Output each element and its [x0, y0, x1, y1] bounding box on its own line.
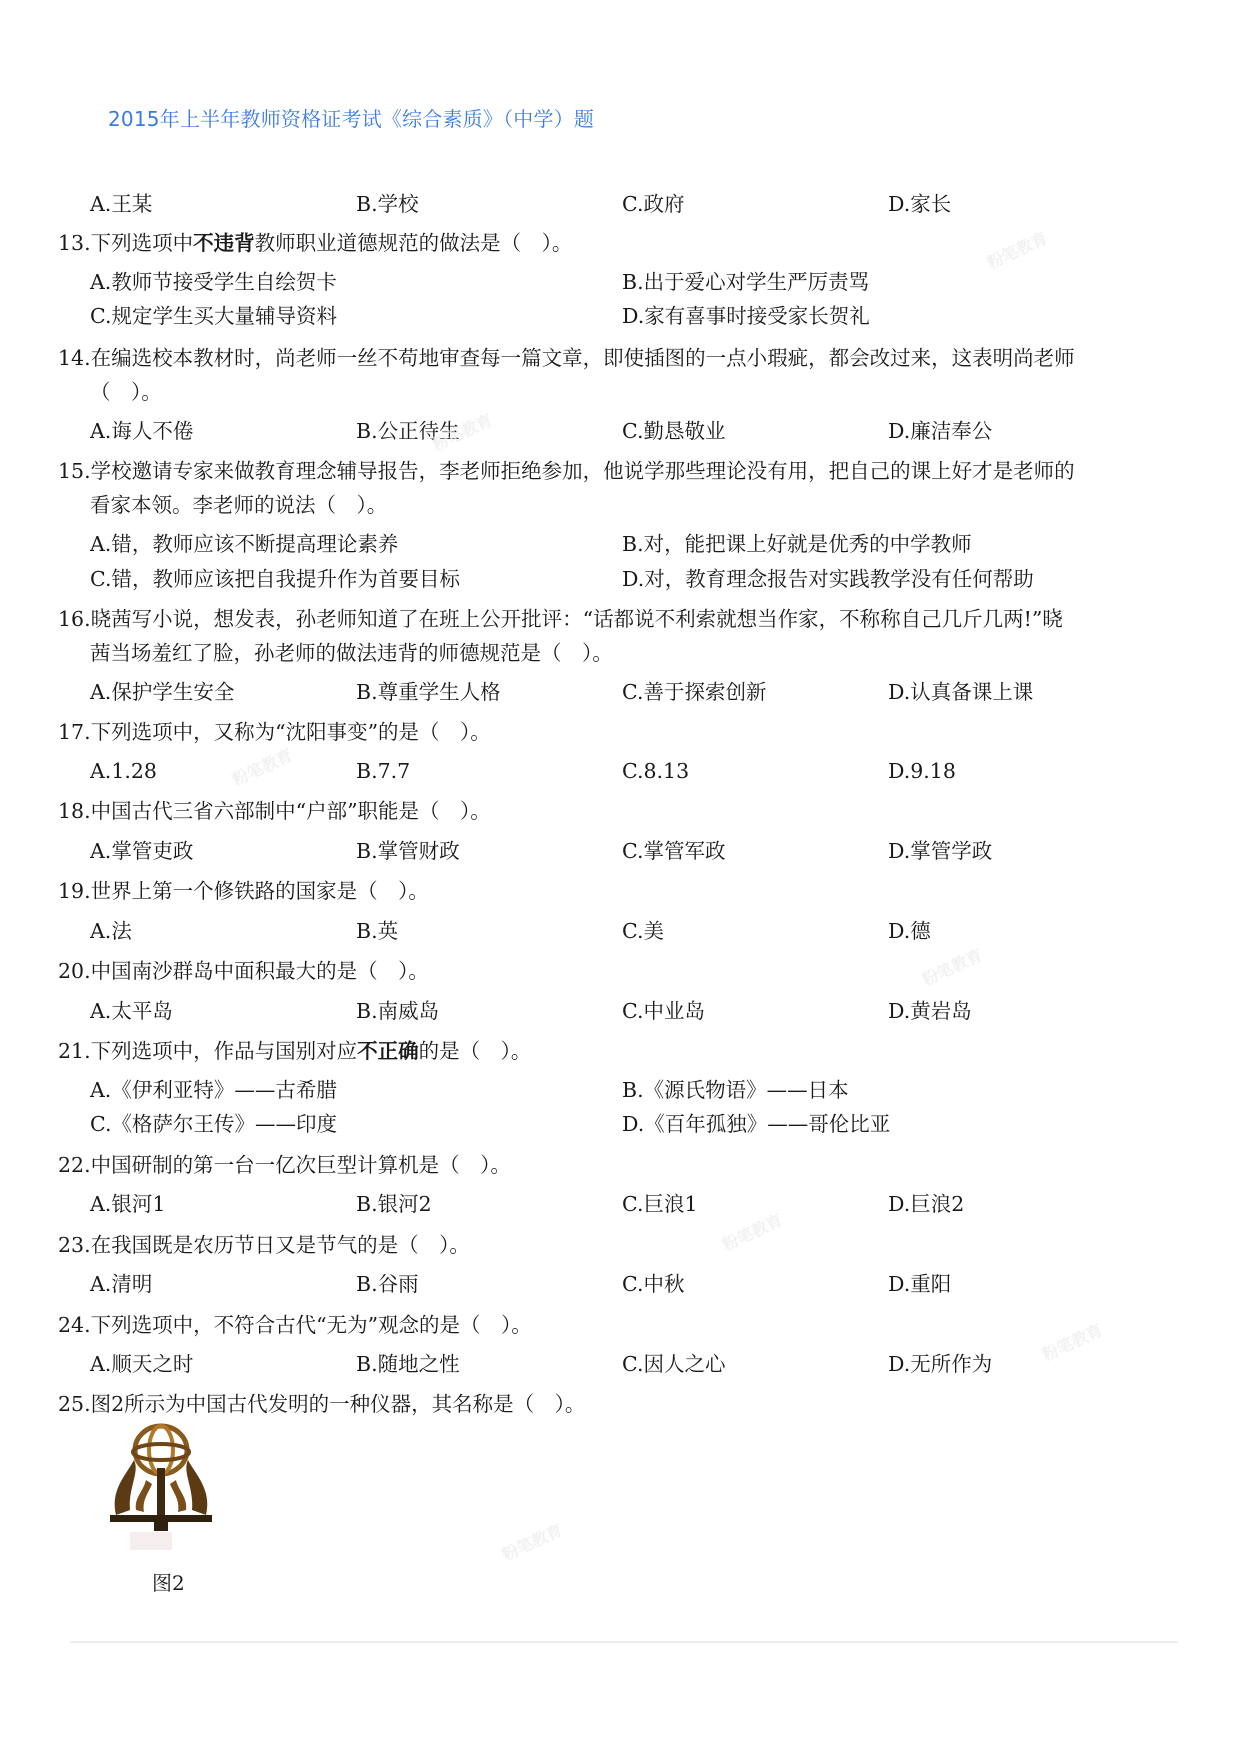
question-15: 15.学校邀请专家来做教育理念辅导报告，李老师拒绝参加，他说学那些理论没有用，把自己的课上好才是老师的 [58, 459, 1075, 483]
option: D.9.18 [888, 759, 956, 783]
option: A.王某 [90, 192, 153, 216]
option: C.错，教师应该把自我提升作为首要目标 [90, 567, 460, 591]
option: A.顺天之时 [90, 1352, 194, 1376]
option: B.掌管财政 [356, 839, 460, 863]
question-19: 19.世界上第一个修铁路的国家是（ ）。 [58, 879, 429, 903]
option: B.对，能把课上好就是优秀的中学教师 [622, 532, 972, 556]
option: C.因人之心 [622, 1352, 726, 1376]
option: B.银河2 [356, 1192, 432, 1216]
option: B.尊重学生人格 [356, 680, 501, 704]
option: A.法 [90, 919, 132, 943]
option: B.随地之性 [356, 1352, 460, 1376]
option: A.太平岛 [90, 999, 173, 1023]
watermark: 粉笔教育 [984, 228, 1051, 273]
option: D.廉洁奉公 [888, 419, 993, 443]
option: B.英 [356, 919, 399, 943]
option: D.黄岩岛 [888, 999, 972, 1023]
question-20: 20.中国南沙群岛中面积最大的是（ ）。 [58, 959, 429, 983]
option: B.谷雨 [356, 1272, 419, 1296]
watermark: 粉笔教育 [1039, 1320, 1106, 1365]
option: A.清明 [90, 1272, 153, 1296]
watermark: 粉笔教育 [229, 745, 296, 790]
option: B.学校 [356, 192, 419, 216]
emphasis: 不违背 [193, 231, 255, 255]
option: C.政府 [622, 192, 685, 216]
question-17: 17.下列选项中，又称为“沈阳事变”的是（ ）。 [58, 720, 491, 744]
option: D.重阳 [888, 1272, 952, 1296]
option: A.掌管吏政 [90, 839, 194, 863]
option: B.出于爱心对学生严厉责骂 [622, 270, 870, 294]
option: D.无所作为 [888, 1352, 993, 1376]
emphasis: 不正确 [357, 1039, 419, 1063]
watermark: 粉笔教育 [499, 1520, 566, 1565]
option: A.诲人不倦 [90, 419, 194, 443]
watermark: 粉笔教育 [719, 1210, 786, 1255]
footer-divider [70, 1641, 1178, 1643]
question-22: 22.中国研制的第一台一亿次巨型计算机是（ ）。 [58, 1153, 511, 1177]
option: D.认真备课上课 [888, 680, 1034, 704]
armillary-sphere-image [106, 1420, 216, 1550]
question-16: 16.晓茜写小说，想发表，孙老师知道了在班上公开批评：“话都说不利索就想当作家，不称称自己几斤几两!”晓 [58, 607, 1063, 631]
figure-caption: 图2 [152, 1571, 185, 1595]
option: B.7.7 [356, 759, 411, 783]
document-header-title: 2015年上半年教师资格证考试《综合素质》（中学）题 [108, 107, 595, 131]
option: C.美 [622, 919, 664, 943]
question-24: 24.下列选项中，不符合古代“无为”观念的是（ ）。 [58, 1313, 532, 1337]
question-16-cont: 茜当场羞红了脸，孙老师的做法违背的师德规范是（ ）。 [90, 641, 613, 665]
option: D.巨浪2 [888, 1192, 965, 1216]
option: C.8.13 [622, 759, 690, 783]
watermark: 粉笔教育 [919, 945, 986, 990]
option: B.《源氏物语》——日本 [622, 1078, 849, 1102]
watermark: 粉笔教育 [429, 410, 496, 455]
option: C.中秋 [622, 1272, 685, 1296]
option: C.巨浪1 [622, 1192, 698, 1216]
option: C.中业岛 [622, 999, 705, 1023]
option: A.教师节接受学生自绘贺卡 [90, 270, 337, 294]
option: C.勤恳敬业 [622, 419, 726, 443]
option: D.对，教育理念报告对实践教学没有任何帮助 [622, 567, 1034, 591]
question-14: 14.在编选校本教材时，尚老师一丝不苟地审查每一篇文章，即使插图的一点小瑕疵，都会改过来，这表明尚老师 [58, 346, 1075, 370]
option: C.《格萨尔王传》——印度 [90, 1112, 337, 1136]
option: A.错，教师应该不断提高理论素养 [90, 532, 399, 556]
question-13: 13.下列选项中不违背教师职业道德规范的做法是（ ）。 [58, 231, 573, 255]
option: A.银河1 [90, 1192, 166, 1216]
option: D.掌管学政 [888, 839, 993, 863]
question-15-cont: 看家本领。李老师的说法（ ）。 [90, 493, 388, 517]
option: B.南威岛 [356, 999, 440, 1023]
option: D.家有喜事时接受家长贺礼 [622, 304, 870, 328]
option: C.掌管军政 [622, 839, 726, 863]
option: D.家长 [888, 192, 952, 216]
armillary-sphere-icon [106, 1420, 216, 1550]
question-18: 18.中国古代三省六部制中“户部”职能是（ ）。 [58, 799, 491, 823]
question-23: 23.在我国既是农历节日又是节气的是（ ）。 [58, 1233, 470, 1257]
question-14-cont: （ ）。 [90, 380, 162, 404]
option: C.规定学生买大量辅导资料 [90, 304, 337, 328]
question-21: 21.下列选项中，作品与国别对应不正确的是（ ）。 [58, 1039, 532, 1063]
option: B.公正待生 [356, 419, 460, 443]
option: A.1.28 [90, 759, 157, 783]
option: A.《伊利亚特》——古希腊 [90, 1078, 337, 1102]
option: D.《百年孤独》——哥伦比亚 [622, 1112, 891, 1136]
option: D.德 [888, 919, 931, 943]
option: C.善于探索创新 [622, 680, 767, 704]
option: A.保护学生安全 [90, 680, 235, 704]
question-25: 25.图2所示为中国古代发明的一种仪器，其名称是（ ）。 [58, 1392, 586, 1416]
